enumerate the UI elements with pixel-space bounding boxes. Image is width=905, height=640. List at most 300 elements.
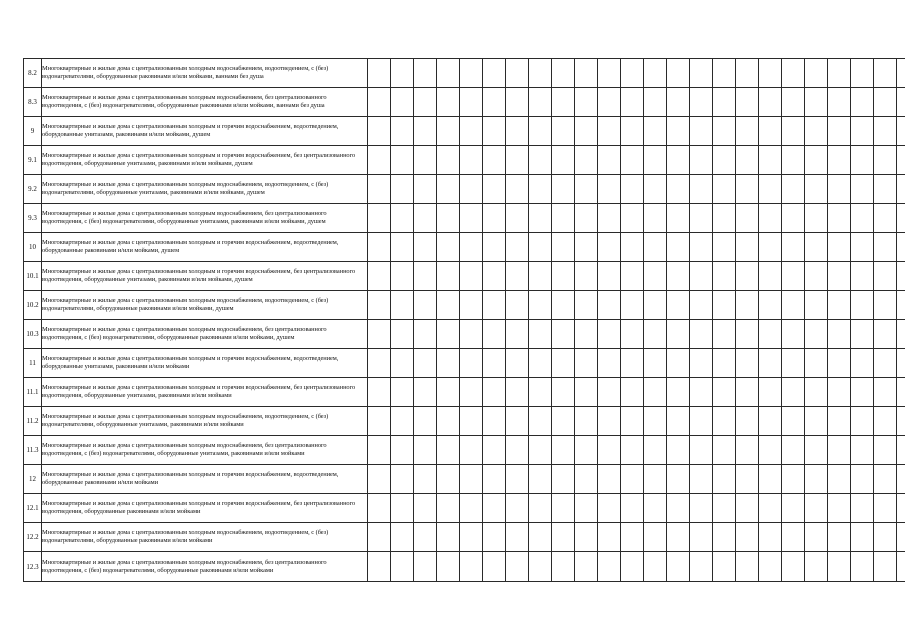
value-cell [782, 117, 805, 146]
value-cell [552, 88, 575, 117]
value-cell [644, 117, 667, 146]
value-cell [529, 320, 552, 349]
row-description: Многоквартирные и жилые дома с централизованным холодным водоснабжением, водоотведением, с (без) водонагревателями, оборудованные раковинами и/или мойками [42, 523, 368, 552]
value-cell [529, 233, 552, 262]
value-cell [690, 204, 713, 233]
value-cell [552, 465, 575, 494]
value-cell [483, 465, 506, 494]
value-cell [391, 59, 414, 88]
value-cell [828, 552, 851, 582]
value-cell [621, 349, 644, 378]
value-cell [414, 349, 437, 378]
value-cell [460, 146, 483, 175]
value-cell [506, 465, 529, 494]
row-number: 12 [24, 465, 42, 494]
value-cell [575, 262, 598, 291]
value-cell [368, 59, 391, 88]
value-cell [897, 146, 905, 175]
value-cell [667, 233, 690, 262]
value-cell [552, 436, 575, 465]
value-cell [575, 378, 598, 407]
value-cell [552, 378, 575, 407]
value-cell [805, 436, 828, 465]
value-cell [391, 523, 414, 552]
value-cell [575, 494, 598, 523]
value-cell [391, 494, 414, 523]
value-cell [667, 523, 690, 552]
value-cell [690, 262, 713, 291]
value-cell [644, 349, 667, 378]
row-number: 11.2 [24, 407, 42, 436]
table-row [24, 552, 905, 582]
value-cell [621, 494, 644, 523]
value-cell [828, 204, 851, 233]
value-cell [368, 523, 391, 552]
value-cell [828, 175, 851, 204]
table-row [24, 349, 905, 378]
value-cell [391, 407, 414, 436]
value-cell [667, 204, 690, 233]
value-cell [529, 349, 552, 378]
value-cell [483, 320, 506, 349]
value-cell [552, 494, 575, 523]
value-cell [552, 349, 575, 378]
value-cell [506, 320, 529, 349]
value-cell [529, 436, 552, 465]
value-cell [552, 262, 575, 291]
value-cell [483, 88, 506, 117]
row-number: 12.1 [24, 494, 42, 523]
value-cell [874, 88, 897, 117]
value-cell [506, 88, 529, 117]
value-cell [575, 233, 598, 262]
value-cell [621, 146, 644, 175]
value-cell [414, 88, 437, 117]
value-cell [460, 291, 483, 320]
value-cell [552, 552, 575, 582]
value-cell [690, 465, 713, 494]
value-cell [391, 552, 414, 582]
value-cell [851, 523, 874, 552]
value-cell [368, 552, 391, 582]
value-cell [368, 146, 391, 175]
value-cell [690, 436, 713, 465]
value-cell [851, 175, 874, 204]
value-cell [690, 349, 713, 378]
value-cell [690, 117, 713, 146]
value-cell [644, 552, 667, 582]
value-cell [506, 117, 529, 146]
value-cell [644, 146, 667, 175]
value-cell [483, 378, 506, 407]
value-cell [828, 117, 851, 146]
value-cell [667, 465, 690, 494]
value-cell [828, 233, 851, 262]
value-cell [736, 378, 759, 407]
value-cell [713, 407, 736, 436]
value-cell [529, 146, 552, 175]
value-cell [506, 146, 529, 175]
value-cell [759, 291, 782, 320]
row-number: 8.3 [24, 88, 42, 117]
table-row [24, 523, 905, 552]
value-cell [437, 320, 460, 349]
value-cell [598, 349, 621, 378]
value-cell [713, 436, 736, 465]
value-cell [782, 523, 805, 552]
value-cell [644, 523, 667, 552]
value-cell [644, 320, 667, 349]
row-description: Многоквартирные и жилые дома с централизованным холодным водоснабжением, водоотведением, с (без) водонагревателями, оборудованные раковинами и/или мойками, ваннами без душа [42, 59, 368, 88]
value-cell [483, 291, 506, 320]
value-cell [805, 175, 828, 204]
value-cell [736, 436, 759, 465]
row-description: Многоквартирные и жилые дома с централизованным холодным водоснабжением, без централизованного водоотведения, с (без) водонагревателями, оборудованные унитазами, раковинами и/или мойками [42, 436, 368, 465]
value-cell [897, 407, 905, 436]
value-cell [828, 378, 851, 407]
value-cell [598, 204, 621, 233]
row-description: Многоквартирные и жилые дома с централизованным холодным и горячим водоснабжением, без централизованного водоотведения, оборудованные унитазами, раковинами и/или мойками, душем [42, 146, 368, 175]
value-cell [736, 465, 759, 494]
value-cell [529, 88, 552, 117]
value-cell [368, 407, 391, 436]
value-cell [391, 175, 414, 204]
value-cell [460, 378, 483, 407]
value-cell [460, 552, 483, 582]
value-cell [621, 378, 644, 407]
value-cell [414, 233, 437, 262]
value-cell [483, 407, 506, 436]
value-cell [874, 175, 897, 204]
value-cell [897, 262, 905, 291]
value-cell [736, 204, 759, 233]
value-cell [552, 407, 575, 436]
value-cell [598, 494, 621, 523]
value-cell [460, 523, 483, 552]
value-cell [667, 320, 690, 349]
value-cell [874, 378, 897, 407]
value-cell [644, 175, 667, 204]
value-cell [897, 233, 905, 262]
value-cell [897, 88, 905, 117]
value-cell [391, 233, 414, 262]
table-row [24, 262, 905, 291]
value-cell [736, 552, 759, 582]
value-cell [713, 175, 736, 204]
value-cell [437, 262, 460, 291]
value-cell [644, 436, 667, 465]
value-cell [529, 291, 552, 320]
table-row [24, 436, 905, 465]
value-cell [736, 523, 759, 552]
value-cell [644, 204, 667, 233]
value-cell [897, 175, 905, 204]
value-cell [483, 146, 506, 175]
value-cell [644, 465, 667, 494]
value-cell [391, 349, 414, 378]
row-number: 10.2 [24, 291, 42, 320]
value-cell [851, 146, 874, 175]
value-cell [506, 291, 529, 320]
table-row [24, 320, 905, 349]
value-cell [460, 436, 483, 465]
value-cell [759, 436, 782, 465]
value-cell [552, 59, 575, 88]
value-cell [644, 378, 667, 407]
value-cell [736, 349, 759, 378]
value-cell [437, 407, 460, 436]
row-number: 11 [24, 349, 42, 378]
value-cell [897, 523, 905, 552]
value-cell [414, 262, 437, 291]
value-cell [851, 378, 874, 407]
value-cell [874, 233, 897, 262]
value-cell [483, 204, 506, 233]
value-cell [644, 88, 667, 117]
row-description: Многоквартирные и жилые дома с централизованным холодным водоснабжением, без централизованного водоотведения, с (без) водонагревателями, оборудованные раковинами и/или мойками, ваннами без душа [42, 88, 368, 117]
table-row [24, 407, 905, 436]
value-cell [805, 88, 828, 117]
value-cell [368, 349, 391, 378]
value-cell [391, 436, 414, 465]
value-cell [368, 88, 391, 117]
row-description: Многоквартирные и жилые дома с централизованным холодным водоснабжением, водоотведением, с (без) водонагревателями, оборудованные раковинами и/или мойками, душем [42, 291, 368, 320]
value-cell [667, 349, 690, 378]
value-cell [897, 320, 905, 349]
value-cell [437, 204, 460, 233]
value-cell [805, 523, 828, 552]
value-cell [782, 262, 805, 291]
value-cell [621, 88, 644, 117]
value-cell [414, 378, 437, 407]
value-cell [644, 233, 667, 262]
value-cell [598, 175, 621, 204]
value-cell [736, 262, 759, 291]
row-number: 12.3 [24, 552, 42, 582]
value-cell [736, 175, 759, 204]
value-cell [575, 88, 598, 117]
value-cell [759, 465, 782, 494]
value-cell [414, 407, 437, 436]
value-cell [391, 117, 414, 146]
value-cell [805, 233, 828, 262]
value-cell [805, 262, 828, 291]
row-number: 10.3 [24, 320, 42, 349]
value-cell [759, 407, 782, 436]
value-cell [460, 262, 483, 291]
value-cell [828, 262, 851, 291]
value-cell [713, 59, 736, 88]
value-cell [414, 523, 437, 552]
value-cell [690, 175, 713, 204]
value-cell [897, 465, 905, 494]
value-cell [644, 291, 667, 320]
value-cell [437, 291, 460, 320]
value-cell [828, 146, 851, 175]
value-cell [690, 523, 713, 552]
value-cell [391, 320, 414, 349]
value-cell [529, 204, 552, 233]
value-cell [736, 59, 759, 88]
value-cell [690, 407, 713, 436]
value-cell [460, 465, 483, 494]
value-cell [874, 262, 897, 291]
value-cell [391, 291, 414, 320]
value-cell [690, 59, 713, 88]
value-cell [667, 262, 690, 291]
value-cell [437, 378, 460, 407]
value-cell [437, 59, 460, 88]
value-cell [690, 88, 713, 117]
value-cell [897, 59, 905, 88]
value-cell [851, 494, 874, 523]
value-cell [690, 320, 713, 349]
value-cell [782, 349, 805, 378]
value-cell [621, 407, 644, 436]
value-cell [414, 552, 437, 582]
value-cell [483, 436, 506, 465]
value-cell [598, 320, 621, 349]
value-cell [667, 552, 690, 582]
value-cell [483, 59, 506, 88]
value-cell [621, 262, 644, 291]
table-row [24, 117, 905, 146]
value-cell [759, 59, 782, 88]
value-cell [598, 523, 621, 552]
value-cell [368, 291, 391, 320]
value-cell [529, 117, 552, 146]
value-cell [667, 407, 690, 436]
value-cell [828, 88, 851, 117]
value-cell [368, 117, 391, 146]
value-cell [874, 523, 897, 552]
value-cell [851, 88, 874, 117]
value-cell [713, 465, 736, 494]
value-cell [368, 494, 391, 523]
value-cell [506, 552, 529, 582]
row-description: Многоквартирные и жилые дома с централизованным холодным водоснабжением, без централизованного водоотведения, с (без) водонагревателями, оборудованные унитазами, раковинами и/или мойками, душем [42, 204, 368, 233]
value-cell [598, 378, 621, 407]
row-number: 9.2 [24, 175, 42, 204]
value-cell [575, 175, 598, 204]
value-cell [414, 320, 437, 349]
value-cell [575, 320, 598, 349]
table-row [24, 465, 905, 494]
value-cell [713, 523, 736, 552]
value-cell [437, 552, 460, 582]
value-cell [437, 436, 460, 465]
value-cell [782, 407, 805, 436]
value-cell [897, 291, 905, 320]
value-cell [874, 465, 897, 494]
value-cell [736, 146, 759, 175]
value-cell [552, 523, 575, 552]
value-cell [874, 552, 897, 582]
value-cell [736, 291, 759, 320]
value-cell [851, 320, 874, 349]
value-cell [690, 552, 713, 582]
value-cell [506, 436, 529, 465]
value-cell [621, 436, 644, 465]
value-cell [782, 320, 805, 349]
value-cell [506, 233, 529, 262]
table-row [24, 59, 905, 88]
table-row [24, 291, 905, 320]
value-cell [529, 494, 552, 523]
value-cell [368, 175, 391, 204]
value-cell [851, 436, 874, 465]
value-cell [414, 59, 437, 88]
value-cell [437, 523, 460, 552]
value-cell [437, 175, 460, 204]
value-cell [874, 320, 897, 349]
value-cell [874, 436, 897, 465]
value-cell [414, 117, 437, 146]
value-cell [805, 494, 828, 523]
value-cell [805, 291, 828, 320]
value-cell [667, 175, 690, 204]
value-cell [805, 320, 828, 349]
value-cell [851, 407, 874, 436]
value-cell [483, 262, 506, 291]
value-cell [621, 117, 644, 146]
value-cell [598, 88, 621, 117]
row-number: 9 [24, 117, 42, 146]
value-cell [368, 436, 391, 465]
value-cell [851, 59, 874, 88]
value-cell [782, 465, 805, 494]
value-cell [759, 552, 782, 582]
value-cell [874, 494, 897, 523]
value-cell [368, 378, 391, 407]
value-cell [368, 204, 391, 233]
value-cell [759, 349, 782, 378]
value-cell [759, 117, 782, 146]
value-cell [437, 117, 460, 146]
value-cell [851, 262, 874, 291]
value-cell [805, 146, 828, 175]
value-cell [575, 552, 598, 582]
value-cell [391, 88, 414, 117]
norms-table-body [24, 59, 905, 582]
row-description: Многоквартирные и жилые дома с централизованным холодным и горячим водоснабжением, без централизованного водоотведения, оборудованные унитазами, раковинами и/или мойками [42, 378, 368, 407]
value-cell [506, 523, 529, 552]
value-cell [897, 204, 905, 233]
value-cell [759, 88, 782, 117]
value-cell [621, 523, 644, 552]
value-cell [437, 146, 460, 175]
value-cell [575, 465, 598, 494]
value-cell [391, 146, 414, 175]
value-cell [621, 320, 644, 349]
value-cell [598, 262, 621, 291]
table-row [24, 494, 905, 523]
value-cell [552, 117, 575, 146]
value-cell [874, 407, 897, 436]
row-number: 11.3 [24, 436, 42, 465]
row-description: Многоквартирные и жилые дома с централизованным холодным водоснабжением, без централизованного водоотведения, с (без) водонагревателями, оборудованные раковинами и/или мойками [42, 552, 368, 582]
row-description: Многоквартирные и жилые дома с централизованным холодным и горячим водоснабжением, водоотведением, оборудованные унитазами, раковинами и/или мойками [42, 349, 368, 378]
value-cell [851, 233, 874, 262]
value-cell [805, 204, 828, 233]
value-cell [483, 233, 506, 262]
value-cell [782, 146, 805, 175]
value-cell [437, 233, 460, 262]
value-cell [874, 117, 897, 146]
value-cell [713, 233, 736, 262]
value-cell [437, 494, 460, 523]
value-cell [414, 146, 437, 175]
